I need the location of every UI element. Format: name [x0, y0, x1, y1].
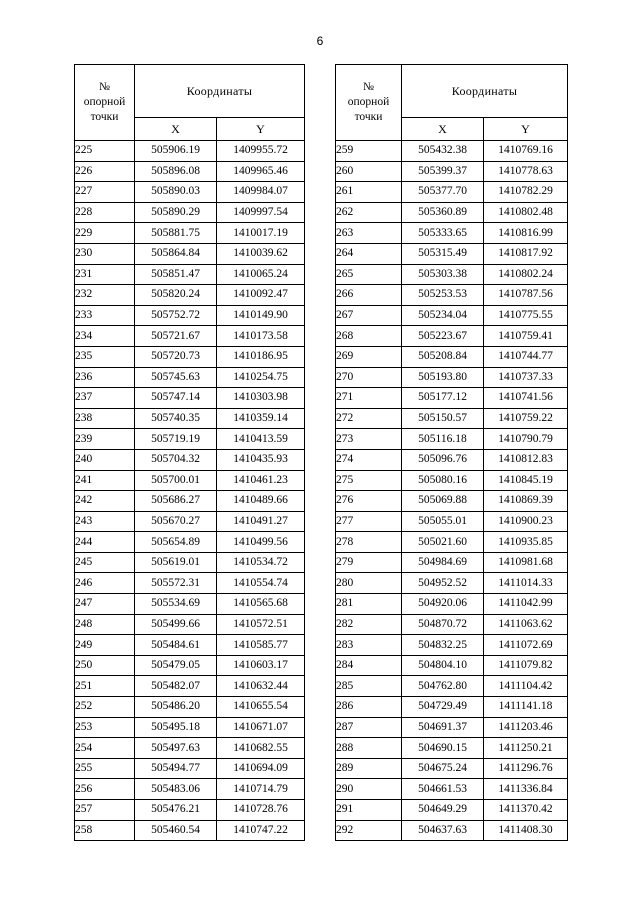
table-row [75, 182, 305, 203]
x-coordinate-cell: 504832.25 [402, 635, 484, 656]
table-row [75, 161, 305, 182]
table-row [336, 820, 568, 841]
table-row [336, 635, 568, 656]
table-row [336, 449, 568, 470]
y-coordinate-cell: 1410655.54 [217, 697, 305, 718]
y-coordinate-cell: 1410491.27 [217, 511, 305, 532]
x-coordinate-cell: 505890.29 [135, 202, 217, 223]
x-coordinate-cell: 504675.24 [402, 758, 484, 779]
table-row [75, 264, 305, 285]
table-row [336, 552, 568, 573]
point-number-cell: 289 [336, 758, 402, 779]
point-number-cell: 238 [75, 408, 135, 429]
point-number-cell: 261 [336, 182, 402, 203]
y-coordinate-cell: 1411370.42 [484, 800, 568, 821]
table-row [75, 552, 305, 573]
y-coordinate-cell: 1410744.77 [484, 346, 568, 367]
point-number-cell: 266 [336, 285, 402, 306]
point-number-cell: 284 [336, 655, 402, 676]
table-row [336, 676, 568, 697]
point-number-cell: 234 [75, 326, 135, 347]
x-coordinate-cell: 505534.69 [135, 594, 217, 615]
point-number-cell: 226 [75, 161, 135, 182]
y-coordinate-cell: 1410671.07 [217, 717, 305, 738]
table-row [336, 800, 568, 821]
x-coordinate-cell: 505906.19 [135, 141, 217, 162]
x-coordinate-cell: 505377.70 [402, 182, 484, 203]
table-row [75, 408, 305, 429]
x-coordinate-cell: 505896.08 [135, 161, 217, 182]
y-coordinate-cell: 1411042.99 [484, 594, 568, 615]
y-coordinate-cell: 1410303.98 [217, 388, 305, 409]
x-coordinate-cell: 504661.53 [402, 779, 484, 800]
point-number-cell: 265 [336, 264, 402, 285]
table-row [336, 388, 568, 409]
table-row [336, 367, 568, 388]
y-coordinate-cell: 1411079.82 [484, 655, 568, 676]
point-number-cell: 264 [336, 243, 402, 264]
table-row [336, 243, 568, 264]
point-number-cell: 281 [336, 594, 402, 615]
point-number-cell: 286 [336, 697, 402, 718]
y-coordinate-cell: 1410017.19 [217, 223, 305, 244]
table-row [75, 223, 305, 244]
y-coordinate-cell: 1410769.16 [484, 141, 568, 162]
table-row [75, 635, 305, 656]
table-row [75, 141, 305, 162]
point-number-cell: 267 [336, 305, 402, 326]
x-coordinate-cell: 505686.27 [135, 491, 217, 512]
point-number-cell: 230 [75, 243, 135, 264]
table-row [75, 779, 305, 800]
y-coordinate-cell: 1410775.55 [484, 305, 568, 326]
y-coordinate-cell: 1410254.75 [217, 367, 305, 388]
x-coordinate-cell: 505721.67 [135, 326, 217, 347]
table-row [336, 346, 568, 367]
point-number-cell: 239 [75, 429, 135, 450]
table-row [75, 717, 305, 738]
table-row [336, 305, 568, 326]
point-number-cell: 279 [336, 552, 402, 573]
y-coordinate-cell: 1410935.85 [484, 532, 568, 553]
table-row [336, 141, 568, 162]
x-coordinate-cell: 505497.63 [135, 738, 217, 759]
table-row [336, 594, 568, 615]
x-coordinate-cell: 504637.63 [402, 820, 484, 841]
table-row [336, 511, 568, 532]
y-coordinate-cell: 1410554.74 [217, 573, 305, 594]
table-row [336, 717, 568, 738]
y-coordinate-cell: 1410802.24 [484, 264, 568, 285]
table-row [336, 614, 568, 635]
x-coordinate-cell: 505719.19 [135, 429, 217, 450]
table-row [75, 614, 305, 635]
x-coordinate-cell: 505315.49 [402, 243, 484, 264]
x-coordinate-cell: 505460.54 [135, 820, 217, 841]
y-coordinate-cell: 1410065.24 [217, 264, 305, 285]
x-coordinate-cell: 505890.03 [135, 182, 217, 203]
y-coordinate-cell: 1410728.76 [217, 800, 305, 821]
table-row [75, 449, 305, 470]
x-coordinate-cell: 505399.37 [402, 161, 484, 182]
y-coordinate-cell: 1410714.79 [217, 779, 305, 800]
point-number-cell: 249 [75, 635, 135, 656]
x-coordinate-cell: 505234.04 [402, 305, 484, 326]
y-coordinate-cell: 1410790.79 [484, 429, 568, 450]
table-row [75, 243, 305, 264]
y-coordinate-cell: 1411072.69 [484, 635, 568, 656]
header-point-number [336, 65, 402, 141]
header-coordinates: Координаты [135, 65, 305, 118]
table-row [336, 738, 568, 759]
table-row [75, 202, 305, 223]
table-row [336, 264, 568, 285]
x-coordinate-cell: 505116.18 [402, 429, 484, 450]
x-coordinate-cell: 504762.80 [402, 676, 484, 697]
y-coordinate-cell: 1410845.19 [484, 470, 568, 491]
table-row [75, 800, 305, 821]
y-coordinate-cell: 1411141.18 [484, 697, 568, 718]
table-row [336, 697, 568, 718]
y-coordinate-cell: 1410585.77 [217, 635, 305, 656]
x-coordinate-cell: 505069.88 [402, 491, 484, 512]
header-y: Y [217, 118, 305, 141]
y-coordinate-cell: 1410737.33 [484, 367, 568, 388]
point-number-cell: 255 [75, 758, 135, 779]
table-row [75, 326, 305, 347]
point-number-cell: 254 [75, 738, 135, 759]
point-number-cell: 227 [75, 182, 135, 203]
y-coordinate-cell: 1410499.56 [217, 532, 305, 553]
y-coordinate-cell: 1411408.30 [484, 820, 568, 841]
point-number-cell: 273 [336, 429, 402, 450]
x-coordinate-cell: 505150.57 [402, 408, 484, 429]
y-coordinate-cell: 1410782.29 [484, 182, 568, 203]
point-number-cell: 258 [75, 820, 135, 841]
table-row [75, 429, 305, 450]
x-coordinate-cell: 505177.12 [402, 388, 484, 409]
x-coordinate-cell: 505740.35 [135, 408, 217, 429]
point-number-cell: 290 [336, 779, 402, 800]
point-number-cell: 247 [75, 594, 135, 615]
point-number-cell: 280 [336, 573, 402, 594]
point-number-cell: 252 [75, 697, 135, 718]
table-row [75, 491, 305, 512]
x-coordinate-cell: 505499.66 [135, 614, 217, 635]
header-point-number-label: № опорной точки [347, 81, 390, 123]
y-coordinate-cell: 1410816.99 [484, 223, 568, 244]
point-number-cell: 236 [75, 367, 135, 388]
point-number-cell: 245 [75, 552, 135, 573]
y-coordinate-cell: 1410981.68 [484, 552, 568, 573]
table-row [75, 758, 305, 779]
table-row [75, 738, 305, 759]
point-number-cell: 231 [75, 264, 135, 285]
point-number-cell: 232 [75, 285, 135, 306]
point-number-cell: 253 [75, 717, 135, 738]
x-coordinate-cell: 504804.10 [402, 655, 484, 676]
table-row [75, 697, 305, 718]
x-coordinate-cell: 504649.29 [402, 800, 484, 821]
table-row [75, 285, 305, 306]
coordinates-table-right [335, 64, 568, 841]
point-number-cell: 246 [75, 573, 135, 594]
y-coordinate-cell: 1411203.46 [484, 717, 568, 738]
x-coordinate-cell: 505193.80 [402, 367, 484, 388]
header-point-number-label: № опорной точки [83, 81, 126, 123]
point-number-cell: 262 [336, 202, 402, 223]
point-number-cell: 257 [75, 800, 135, 821]
y-coordinate-cell: 1410565.68 [217, 594, 305, 615]
x-coordinate-cell: 505432.38 [402, 141, 484, 162]
table-row [336, 429, 568, 450]
page-number: 6 [316, 34, 324, 48]
y-coordinate-cell: 1410186.95 [217, 346, 305, 367]
y-coordinate-cell: 1410489.66 [217, 491, 305, 512]
y-coordinate-cell: 1410173.58 [217, 326, 305, 347]
x-coordinate-cell: 505486.20 [135, 697, 217, 718]
x-coordinate-cell: 505864.84 [135, 243, 217, 264]
y-coordinate-cell: 1410802.48 [484, 202, 568, 223]
table-row [75, 594, 305, 615]
x-coordinate-cell: 505619.01 [135, 552, 217, 573]
point-number-cell: 251 [75, 676, 135, 697]
x-coordinate-cell: 505021.60 [402, 532, 484, 553]
x-coordinate-cell: 505483.06 [135, 779, 217, 800]
y-coordinate-cell: 1410603.17 [217, 655, 305, 676]
point-number-cell: 276 [336, 491, 402, 512]
table-row [336, 285, 568, 306]
y-coordinate-cell: 1410682.55 [217, 738, 305, 759]
point-number-cell: 237 [75, 388, 135, 409]
x-coordinate-cell: 505494.77 [135, 758, 217, 779]
x-coordinate-cell: 504691.37 [402, 717, 484, 738]
point-number-cell: 259 [336, 141, 402, 162]
table-row [75, 470, 305, 491]
table-row [75, 367, 305, 388]
y-coordinate-cell: 1410413.59 [217, 429, 305, 450]
table-row [75, 305, 305, 326]
x-coordinate-cell: 505654.89 [135, 532, 217, 553]
x-coordinate-cell: 504920.06 [402, 594, 484, 615]
point-number-cell: 269 [336, 346, 402, 367]
x-coordinate-cell: 505851.47 [135, 264, 217, 285]
x-coordinate-cell: 505055.01 [402, 511, 484, 532]
x-coordinate-cell: 505881.75 [135, 223, 217, 244]
point-number-cell: 260 [336, 161, 402, 182]
table-row [336, 408, 568, 429]
point-number-cell: 228 [75, 202, 135, 223]
y-coordinate-cell: 1410435.93 [217, 449, 305, 470]
table-row [336, 223, 568, 244]
x-coordinate-cell: 505720.73 [135, 346, 217, 367]
table-row [336, 161, 568, 182]
point-number-cell: 248 [75, 614, 135, 635]
y-coordinate-cell: 1409997.54 [217, 202, 305, 223]
y-coordinate-cell: 1410534.72 [217, 552, 305, 573]
x-coordinate-cell: 505253.53 [402, 285, 484, 306]
point-number-cell: 274 [336, 449, 402, 470]
x-coordinate-cell: 505495.18 [135, 717, 217, 738]
x-coordinate-cell: 505208.84 [402, 346, 484, 367]
table-row [336, 470, 568, 491]
table-row [336, 532, 568, 553]
y-coordinate-cell: 1409965.46 [217, 161, 305, 182]
header-y: Y [484, 118, 568, 141]
x-coordinate-cell: 505096.76 [402, 449, 484, 470]
x-coordinate-cell: 505479.05 [135, 655, 217, 676]
x-coordinate-cell: 505704.32 [135, 449, 217, 470]
point-number-cell: 275 [336, 470, 402, 491]
point-number-cell: 242 [75, 491, 135, 512]
point-number-cell: 256 [75, 779, 135, 800]
table-row [336, 491, 568, 512]
table-row [336, 655, 568, 676]
point-number-cell: 272 [336, 408, 402, 429]
point-number-cell: 243 [75, 511, 135, 532]
point-number-cell: 285 [336, 676, 402, 697]
point-number-cell: 287 [336, 717, 402, 738]
point-number-cell: 283 [336, 635, 402, 656]
header-x: X [135, 118, 217, 141]
y-coordinate-cell: 1410759.41 [484, 326, 568, 347]
x-coordinate-cell: 504690.15 [402, 738, 484, 759]
y-coordinate-cell: 1410632.44 [217, 676, 305, 697]
y-coordinate-cell: 1411296.76 [484, 758, 568, 779]
y-coordinate-cell: 1409984.07 [217, 182, 305, 203]
table-row [75, 388, 305, 409]
y-coordinate-cell: 1411014.33 [484, 573, 568, 594]
point-number-cell: 250 [75, 655, 135, 676]
table-row [336, 779, 568, 800]
y-coordinate-cell: 1410741.56 [484, 388, 568, 409]
table-row [75, 655, 305, 676]
x-coordinate-cell: 505482.07 [135, 676, 217, 697]
x-coordinate-cell: 504870.72 [402, 614, 484, 635]
y-coordinate-cell: 1410461.23 [217, 470, 305, 491]
x-coordinate-cell: 505080.16 [402, 470, 484, 491]
x-coordinate-cell: 505745.63 [135, 367, 217, 388]
y-coordinate-cell: 1411336.84 [484, 779, 568, 800]
table-row [336, 758, 568, 779]
point-number-cell: 291 [336, 800, 402, 821]
point-number-cell: 271 [336, 388, 402, 409]
y-coordinate-cell: 1410572.51 [217, 614, 305, 635]
point-number-cell: 282 [336, 614, 402, 635]
table-row [75, 820, 305, 841]
x-coordinate-cell: 504952.52 [402, 573, 484, 594]
y-coordinate-cell: 1411104.42 [484, 676, 568, 697]
point-number-cell: 278 [336, 532, 402, 553]
coordinates-table-left [74, 64, 305, 841]
x-coordinate-cell: 505572.31 [135, 573, 217, 594]
y-coordinate-cell: 1410039.62 [217, 243, 305, 264]
table-row [336, 202, 568, 223]
header-x: X [402, 118, 484, 141]
x-coordinate-cell: 505303.38 [402, 264, 484, 285]
point-number-cell: 270 [336, 367, 402, 388]
x-coordinate-cell: 504984.69 [402, 552, 484, 573]
point-number-cell: 240 [75, 449, 135, 470]
y-coordinate-cell: 1410694.09 [217, 758, 305, 779]
y-coordinate-cell: 1410812.83 [484, 449, 568, 470]
point-number-cell: 292 [336, 820, 402, 841]
table-row [75, 511, 305, 532]
y-coordinate-cell: 1410092.47 [217, 285, 305, 306]
y-coordinate-cell: 1410359.14 [217, 408, 305, 429]
point-number-cell: 268 [336, 326, 402, 347]
x-coordinate-cell: 505820.24 [135, 285, 217, 306]
y-coordinate-cell: 1409955.72 [217, 141, 305, 162]
header-point-number [75, 65, 135, 141]
x-coordinate-cell: 505670.27 [135, 511, 217, 532]
point-number-cell: 235 [75, 346, 135, 367]
table-row [75, 346, 305, 367]
y-coordinate-cell: 1410778.63 [484, 161, 568, 182]
point-number-cell: 229 [75, 223, 135, 244]
y-coordinate-cell: 1410747.22 [217, 820, 305, 841]
y-coordinate-cell: 1411063.62 [484, 614, 568, 635]
table-row [336, 182, 568, 203]
x-coordinate-cell: 505752.72 [135, 305, 217, 326]
point-number-cell: 244 [75, 532, 135, 553]
x-coordinate-cell: 505223.67 [402, 326, 484, 347]
point-number-cell: 277 [336, 511, 402, 532]
header-coordinates: Координаты [402, 65, 568, 118]
table-row [336, 573, 568, 594]
x-coordinate-cell: 505333.65 [402, 223, 484, 244]
point-number-cell: 233 [75, 305, 135, 326]
x-coordinate-cell: 505360.89 [402, 202, 484, 223]
table-row [75, 573, 305, 594]
point-number-cell: 225 [75, 141, 135, 162]
point-number-cell: 241 [75, 470, 135, 491]
table-row [336, 326, 568, 347]
point-number-cell: 288 [336, 738, 402, 759]
x-coordinate-cell: 505700.01 [135, 470, 217, 491]
y-coordinate-cell: 1411250.21 [484, 738, 568, 759]
table-row [75, 532, 305, 553]
x-coordinate-cell: 505747.14 [135, 388, 217, 409]
x-coordinate-cell: 505484.61 [135, 635, 217, 656]
y-coordinate-cell: 1410787.56 [484, 285, 568, 306]
table-row [75, 676, 305, 697]
y-coordinate-cell: 1410759.22 [484, 408, 568, 429]
y-coordinate-cell: 1410817.92 [484, 243, 568, 264]
point-number-cell: 263 [336, 223, 402, 244]
y-coordinate-cell: 1410869.39 [484, 491, 568, 512]
x-coordinate-cell: 504729.49 [402, 697, 484, 718]
y-coordinate-cell: 1410900.23 [484, 511, 568, 532]
y-coordinate-cell: 1410149.90 [217, 305, 305, 326]
x-coordinate-cell: 505476.21 [135, 800, 217, 821]
